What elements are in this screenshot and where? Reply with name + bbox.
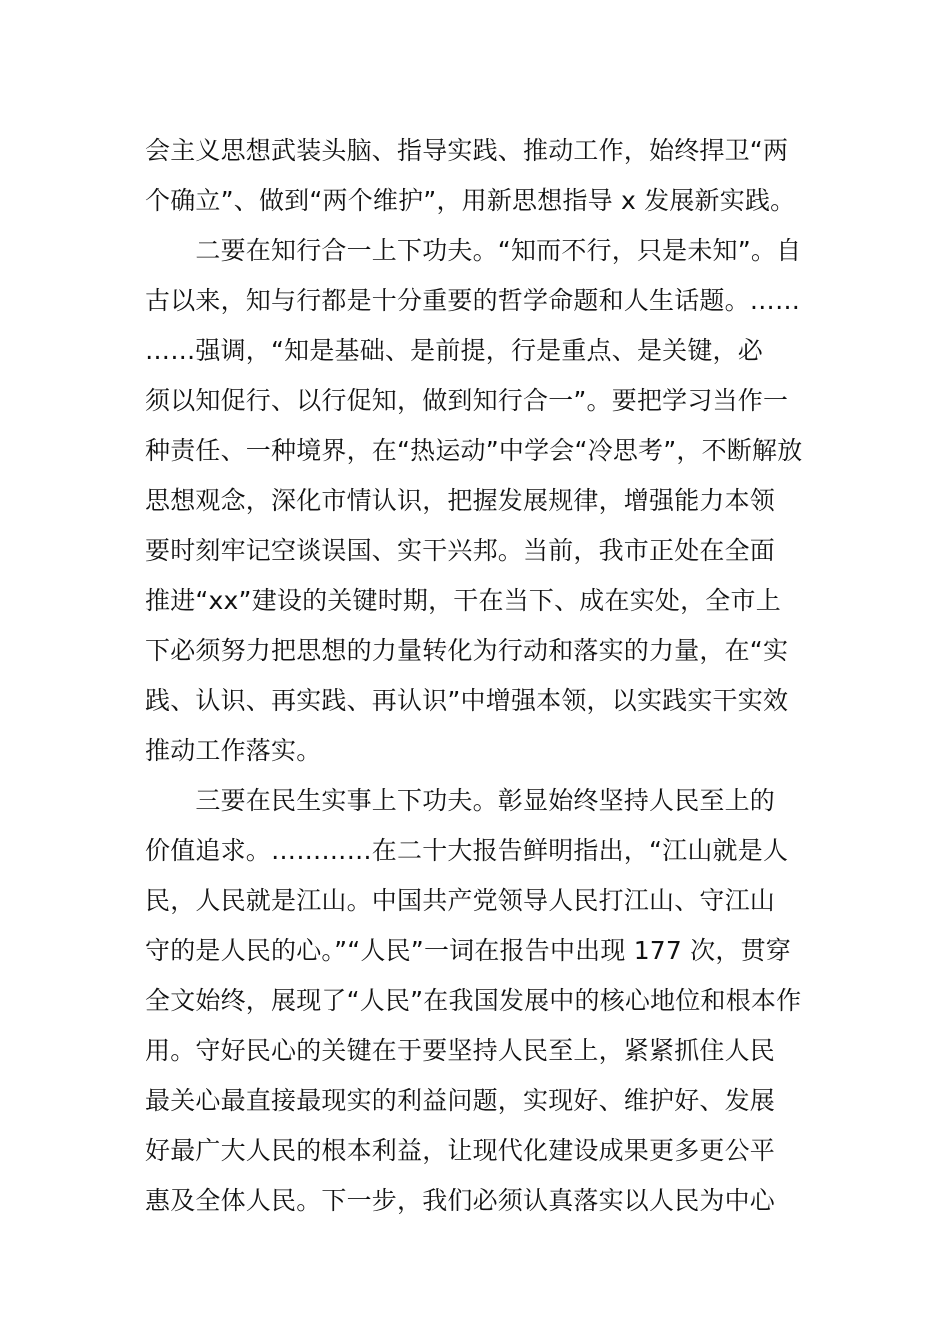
text-line: 须以知促行、以行促知，做到知行合一”。要把学习当作一: [145, 386, 789, 415]
paragraph-start-line: 三要在民生实事上下功夫。彰显始终坚持人民至上的: [145, 786, 776, 815]
text-line: 民，人民就是江山。中国共产党领导人民打江山、守江山: [145, 886, 776, 915]
text-line: 最关心最直接最现实的利益问题，实现好、维护好、发展: [145, 1086, 776, 1115]
text-line: 种责任、一种境界，在“热运动”中学会“冷思考”，不断解放: [145, 436, 803, 465]
text-line: 惠及全体人民。下一步，我们必须认真落实以人民为中心: [145, 1186, 776, 1215]
text-line: 会主义思想武装头脑、指导实践、推动工作，始终捍卫“两: [145, 136, 789, 165]
text-line: 要时刻牢记空谈误国、实干兴邦。当前，我市正处在全面: [145, 536, 776, 565]
document-body: [145, 126, 810, 1226]
text-line: 下必须努力把思想的力量转化为行动和落实的力量，在“实: [145, 636, 789, 665]
text-line: 推进“xx”建设的关键时期，干在当下、成在实处，全市上: [145, 586, 781, 615]
text-line: 践、认识、再实践、再认识”中增强本领，以实践实干实效: [145, 686, 789, 715]
text-line: 用。守好民心的关键在于要坚持人民至上，紧紧抓住人民: [145, 1036, 776, 1065]
text-line: 全文始终，展现了“人民”在我国发展中的核心地位和根本作: [145, 986, 802, 1015]
text-line: ……强调，“知是基础、是前提，行是重点、是关键，必: [145, 336, 763, 365]
text-line: 推动工作落实。: [145, 736, 322, 765]
text-line: 个确立”、做到“两个维护”，用新思想指导 x 发展新实践。: [145, 186, 796, 215]
text-line: 古以来，知与行都是十分重要的哲学命题和人生话题。……: [145, 286, 801, 315]
paragraph-start-line: 二要在知行合一上下功夫。“知而不行，只是未知”。自: [145, 236, 802, 265]
text-line: 价值追求。…………在二十大报告鲜明指出，“江山就是人: [145, 836, 789, 865]
text-line: 守的是人民的心。”“人民”一词在报告中出现 177 次，贯穿: [145, 936, 791, 965]
text-line: 思想观念，深化市情认识，把握发展规律，增强能力本领: [145, 486, 776, 515]
text-line: 好最广大人民的根本利益，让现代化建设成果更多更公平: [145, 1136, 776, 1165]
